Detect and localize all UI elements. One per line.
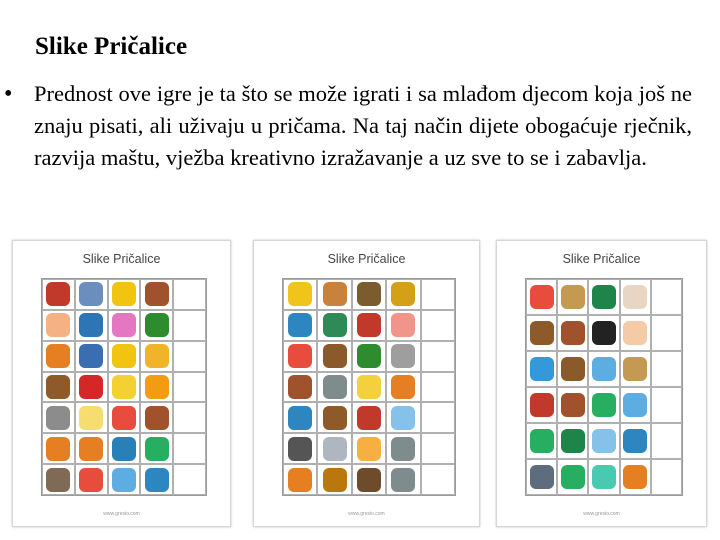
teacup-icon [623, 393, 647, 417]
picture-grid [41, 278, 207, 496]
grid-cell [421, 310, 455, 341]
picture-sheet-2 [253, 240, 480, 527]
grid-cell [108, 433, 141, 464]
sheet-footer: www.gresio.com [583, 511, 620, 517]
bird-icon [530, 357, 554, 381]
grid-cell [140, 372, 173, 403]
table-icon [623, 321, 647, 345]
grid-cell [588, 315, 619, 351]
grid-cell [526, 351, 557, 387]
grid-cell [283, 433, 317, 464]
grid-cell [42, 464, 75, 495]
grid-cell [651, 459, 682, 495]
lamp-icon [357, 437, 381, 461]
pinocchio-icon [79, 344, 103, 368]
suitcase-icon [145, 468, 169, 492]
grid-cell [317, 402, 351, 433]
moon-icon [112, 344, 136, 368]
grid-cell [557, 459, 588, 495]
grid-cell [75, 279, 108, 310]
grid-cell [557, 351, 588, 387]
scissors-icon [288, 313, 312, 337]
drum-icon [357, 406, 381, 430]
grid-cell [386, 310, 420, 341]
grid-cell [140, 310, 173, 341]
butterfly-icon [288, 282, 312, 306]
grid-cell [386, 372, 420, 403]
basket-icon [561, 285, 585, 309]
grid-cell [173, 402, 206, 433]
clown-icon [79, 282, 103, 306]
grid-cell [352, 310, 386, 341]
grid-cell [75, 341, 108, 372]
horse-icon [288, 375, 312, 399]
grid-cell [386, 464, 420, 495]
flower-icon [79, 406, 103, 430]
sack-icon [623, 357, 647, 381]
fish-icon [592, 357, 616, 381]
grid-cell [352, 341, 386, 372]
grid-cell [42, 402, 75, 433]
grid-cell [283, 372, 317, 403]
grid-cell [140, 464, 173, 495]
grid-cell [526, 387, 557, 423]
balloon-icon [46, 344, 70, 368]
snail-icon [46, 468, 70, 492]
acorn-icon [357, 282, 381, 306]
bathtub-icon [112, 313, 136, 337]
grid-cell [421, 279, 455, 310]
dog-icon [145, 282, 169, 306]
bullet-item [4, 78, 692, 174]
grid-cell [108, 341, 141, 372]
sheet-footer: www.gresio.com [348, 511, 385, 517]
grid-cell [108, 402, 141, 433]
paintbrush-icon [112, 437, 136, 461]
robot-icon [145, 437, 169, 461]
grid-cell [557, 315, 588, 351]
top-hat-icon [592, 321, 616, 345]
glasses-icon [530, 393, 554, 417]
sheet-title: Slike Pričalice [562, 252, 641, 266]
grid-cell [651, 423, 682, 459]
grid-cell [75, 372, 108, 403]
picture-sheet-3 [496, 240, 707, 527]
grid-cell [557, 279, 588, 315]
pumpkin-icon [391, 375, 415, 399]
grid-cell [108, 310, 141, 341]
umbrella-icon [357, 313, 381, 337]
slide-title: Slike Pričalice [35, 33, 188, 60]
grid-cell [352, 464, 386, 495]
grid-cell [283, 310, 317, 341]
grid-cell [526, 315, 557, 351]
grid-cell [317, 464, 351, 495]
ribbon-icon [288, 406, 312, 430]
grid-cell [108, 279, 141, 310]
pencil-icon [145, 375, 169, 399]
truck-icon [46, 437, 70, 461]
grid-cell [588, 423, 619, 459]
grid-cell [421, 402, 455, 433]
shoe-icon [288, 437, 312, 461]
grid-cell [317, 310, 351, 341]
grid-cell [651, 351, 682, 387]
car-icon [79, 375, 103, 399]
grid-cell [42, 341, 75, 372]
sheet-title: Slike Pričalice [327, 252, 406, 266]
grid-cell [557, 387, 588, 423]
grid-cell [557, 423, 588, 459]
tricycle-icon [46, 282, 70, 306]
chick-egg-icon [46, 313, 70, 337]
mouse-icon [46, 406, 70, 430]
giraffe-icon [391, 282, 415, 306]
grid-cell [588, 459, 619, 495]
grid-cell [42, 279, 75, 310]
umbrella-icon [79, 468, 103, 492]
picture-grid [282, 278, 456, 496]
tree-icon [592, 285, 616, 309]
grid-cell [352, 279, 386, 310]
lawnmower-icon [561, 465, 585, 489]
grid-cell [620, 351, 651, 387]
grid-cell [42, 372, 75, 403]
grid-cell [620, 315, 651, 351]
grid-cell [283, 402, 317, 433]
banana-icon [112, 375, 136, 399]
boot-icon [530, 321, 554, 345]
grid-cell [421, 372, 455, 403]
sheet-footer: www.gresio.com [103, 511, 140, 517]
grid-cell [620, 279, 651, 315]
grid-cell [173, 341, 206, 372]
bullet-text: Prednost ove igre je ta što se može igrati i sa mlađom djecom koja još ne znaju pisati, ali uživaju u pričama. Na taj način dijete obogaćuje rječnik, razvija maštu, vježba kreativno izražavanje a uz sve to se i zabavlja. [34, 81, 692, 170]
grid-cell [317, 279, 351, 310]
cow-icon [46, 375, 70, 399]
grid-cell [352, 402, 386, 433]
tree-icon [145, 313, 169, 337]
shapes-icon [592, 465, 616, 489]
turtle-icon [592, 393, 616, 417]
jacket-icon [530, 429, 554, 453]
radio-icon [561, 429, 585, 453]
grid-cell [651, 387, 682, 423]
easter-egg-icon [323, 313, 347, 337]
pyramid-icon [145, 344, 169, 368]
carrot-icon [79, 437, 103, 461]
grid-cell [421, 341, 455, 372]
grid-cell [317, 341, 351, 372]
grid-cell [283, 341, 317, 372]
grid-cell [421, 433, 455, 464]
stool-icon [391, 437, 415, 461]
barrel-icon [323, 344, 347, 368]
sock-icon [323, 437, 347, 461]
grid-cell [526, 279, 557, 315]
candy-icon [288, 468, 312, 492]
grid-cell [588, 351, 619, 387]
grid-cell [651, 279, 682, 315]
brush-icon [112, 406, 136, 430]
grid-cell [386, 433, 420, 464]
clock-icon [592, 429, 616, 453]
sheet-title: Slike Pričalice [82, 252, 161, 266]
grid-cell [283, 279, 317, 310]
grid-cell [620, 459, 651, 495]
spoon-icon [323, 375, 347, 399]
grid-cell [386, 341, 420, 372]
grid-cell [620, 387, 651, 423]
cloud-icon [112, 468, 136, 492]
grid-cell [140, 402, 173, 433]
picture-sheet-1 [12, 240, 231, 527]
grid-cell [173, 372, 206, 403]
grid-cell [317, 372, 351, 403]
orange-icon [623, 465, 647, 489]
grid-cell [173, 310, 206, 341]
doctor-icon [79, 313, 103, 337]
apple-icon [288, 344, 312, 368]
grid-cell [651, 315, 682, 351]
bullet-marker: • [4, 81, 13, 107]
bucket-icon [391, 468, 415, 492]
grid-cell [526, 423, 557, 459]
grid-cell [108, 372, 141, 403]
cake-icon [561, 393, 585, 417]
grid-cell [173, 464, 206, 495]
apple-icon [530, 285, 554, 309]
grid-cell [75, 433, 108, 464]
grid-cell [173, 433, 206, 464]
watering-can-icon [391, 406, 415, 430]
grid-cell [620, 423, 651, 459]
glove-icon [530, 465, 554, 489]
lamp-icon [623, 429, 647, 453]
grid-cell [173, 279, 206, 310]
ladder-icon [145, 406, 169, 430]
tree-icon [357, 344, 381, 368]
ball-icon [112, 282, 136, 306]
onion-icon [323, 282, 347, 306]
grid-cell [140, 433, 173, 464]
grid-cell [140, 279, 173, 310]
eraser-icon [391, 313, 415, 337]
hedgehog-icon [323, 406, 347, 430]
grid-cell [140, 341, 173, 372]
grid-cell [588, 387, 619, 423]
grid-cell [526, 459, 557, 495]
picture-grid [525, 278, 683, 496]
grid-cell [386, 402, 420, 433]
grid-cell [75, 310, 108, 341]
grid-cell [75, 464, 108, 495]
grid-cell [352, 372, 386, 403]
stump-icon [561, 357, 585, 381]
chick-icon [357, 375, 381, 399]
grid-cell [421, 464, 455, 495]
grid-cell [352, 433, 386, 464]
grid-cell [75, 402, 108, 433]
grid-cell [108, 464, 141, 495]
log-icon [357, 468, 381, 492]
grid-cell [588, 279, 619, 315]
grid-cell [317, 433, 351, 464]
cat-icon [391, 344, 415, 368]
grid-cell [42, 433, 75, 464]
grid-cell [386, 279, 420, 310]
grid-cell [42, 310, 75, 341]
grid-cell [283, 464, 317, 495]
pot-icon [561, 321, 585, 345]
goat-icon [623, 285, 647, 309]
bear-icon [323, 468, 347, 492]
